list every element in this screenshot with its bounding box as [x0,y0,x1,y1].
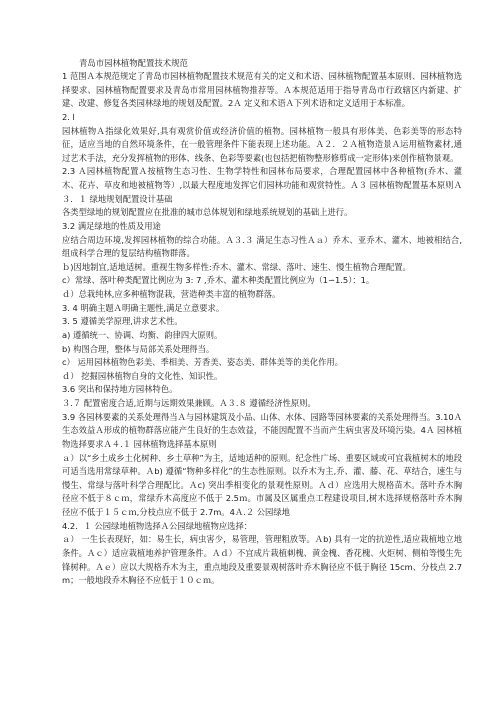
paragraph-planning-basis: 各类型绿地的规划配置应在批准的城市总体规划和绿地系统规划的基础上进行。 [62,207,353,218]
paragraph-plant-configuration: 2.3 Ａ园林植物配置Ａ按植物生态习性、生物学特性和园林布局要求，合理配置园林中各种植物(乔木、灌木、花卉、草皮和地被植物等）,以最大程度地发挥它们园林功能和观赏特性。Ａ３ 园林植物配置基本原则Ａ３．１ 绿地规划配置设计基础 [62,166,462,204]
paragraph-section-3-5: 3. 5 遵循美学原理,讲求艺术性。 [62,316,183,327]
list-item-d: ｄ） 挖掘园林植物自身的文化性、知识性。 [62,370,223,381]
paragraph-scope-definitions: 1 范围Ａ本规范规定了青岛市园林植物配置技术规范有关的定义和术语、园林植物配置基本原则、园林植物选择要求、园林植物配置要求及青岛市常用园林植物推荐等。Ａ本规范适用于指导青岛市行政辖区内新建、扩建、改建、修复各类园林绿地的规划及配置。2Ａ 定义和术语Ａ下列术语和定义适用于本标准。 [62,71,462,109]
paragraph-selection-principles: ａ）以“乡土成乡土化树种、乡土草种”为主，适地适种的原则。纪念性广场、重要区域或可宜栽植树木的地段可适当选用常绿草种。Ａb) 遵循“物种多样化”的生态性原则。以乔木为主,乔、灌、藤、花、草结合，速生与慢生、常绿与落叶科学合理配比。Ａc) 突出季相变化的景观性原则。Ａｄ）应选用大规格苗木。落叶乔木胸径应不低于８ｃｍ，常绿乔木高度应不低于 2.5ｍ。市属及区属重点工程建设项目,树木选择规格落叶乔木胸径应不低于１５ｃｍ,分枝点应不低于 2.7m。4Ａ.２ 公园绿地 [62,452,462,517]
document-title: 青岛市园林植物配置技术规范 [79,58,188,68]
paragraph-ratio: c）常绿、落叶种类配置比例应为 3: 7 ,乔木、灌木种类配置比例应为（1∽1.5）：1。 [62,275,375,286]
paragraph-section-3-7: ３.７ 配置密度合适,近期与远期效果兼顾。Ａ３.８ 遵循经济性原则。 [62,398,316,408]
paragraph-ecological-habits: 应结合周边环境,发挥园林植物的综合功能。Ａ３.３ 满足生态习性Ａａ）乔木、亚乔木、灌木、地被相结合,组成科学合理的复层结构植物群落。 [62,234,462,259]
paragraph-section-3-2: 3.2 满足绿地的性质及用途 [62,220,161,231]
list-item-c: c） 运用园林植物色彩美、季相美、芳香美、姿态美、群体美等的美化作用。 [62,357,343,368]
paragraph-park-requirements: ａ） 一生长表现好，如：易生长，病虫害少，易管理，管理粗放等。Ａb) 具有一定的抗逆性,适应栽植地立地条件。Ａｃ）适应栽植地养护管理条件。Ａｄ）不宜成片栽植刺槐、黄金槐、香花槐、火炬树、侧柏等慢生先锋树种。Ａｅ）应以大规格乔木为主，重点地段及重要景观树落叶乔木胸径应不低于胸径 15cm、分枝点 2.7m；一般地段乔木胸径不应低于１０ｃｍ。 [62,534,462,586]
paragraph-landscape-plants: 园林植物Ａ指绿化效果好,具有观赏价值或经济价值的植物。园林植物一般具有形体美、色彩美等的形态特征，适应当地的自然环境条件，在一般管理条件下能表现上述功能。Ａ２．２Ａ植物造景Ａ运用植物素材,通过艺术手法，充分发挥植物的形体、线条、色彩等要素(也包括把植物整形修剪成一定形体)来创作植物景观。 [62,125,462,163]
paragraph-section-3-6: 3.6 突出和保持地方园林特色。 [62,384,178,395]
paragraph-section-2-1: 2. l [62,111,75,122]
paragraph-section-3-4: 3. 4 明确主题Ａ明确主题性,满足立意要求。 [62,302,225,313]
document-page [62,56,462,588]
document-body [62,70,462,588]
list-item-b: b) 构图合理，整体与局部关系处理得当。 [62,343,215,354]
paragraph-mixed-planting: ｄ）总栽纯林,应多种植物混栽，营造种类丰富的植物群落。 [62,289,281,299]
paragraph-section-3-9: 3.9 各园林要素的关系处理得当Ａ与园林建筑及小品、山体、水体、园路等园林要素的关系处理得当。3.10Ａ 生态效益Ａ形成的植物群落应能产生良好的生态效益，不能因配置不当而产生病虫害及环境污染。4Ａ 园林植物选择要求Ａ４.１ 园林植物选择基本原则 [62,411,462,449]
list-item-a: a) 遵循统一、协调、均衡、韵律四大原则。 [62,329,223,340]
paragraph-biodiversity: ｂ)因地制宜,适地适树。重视生物多样性:乔木、灌木、常绿、落叶、速生、慢生植物合理配置。 [62,261,411,272]
paragraph-section-4-2-1: 4.2．１ 公园绿地植物选择Ａ公园绿地植物应选择： [62,520,253,531]
